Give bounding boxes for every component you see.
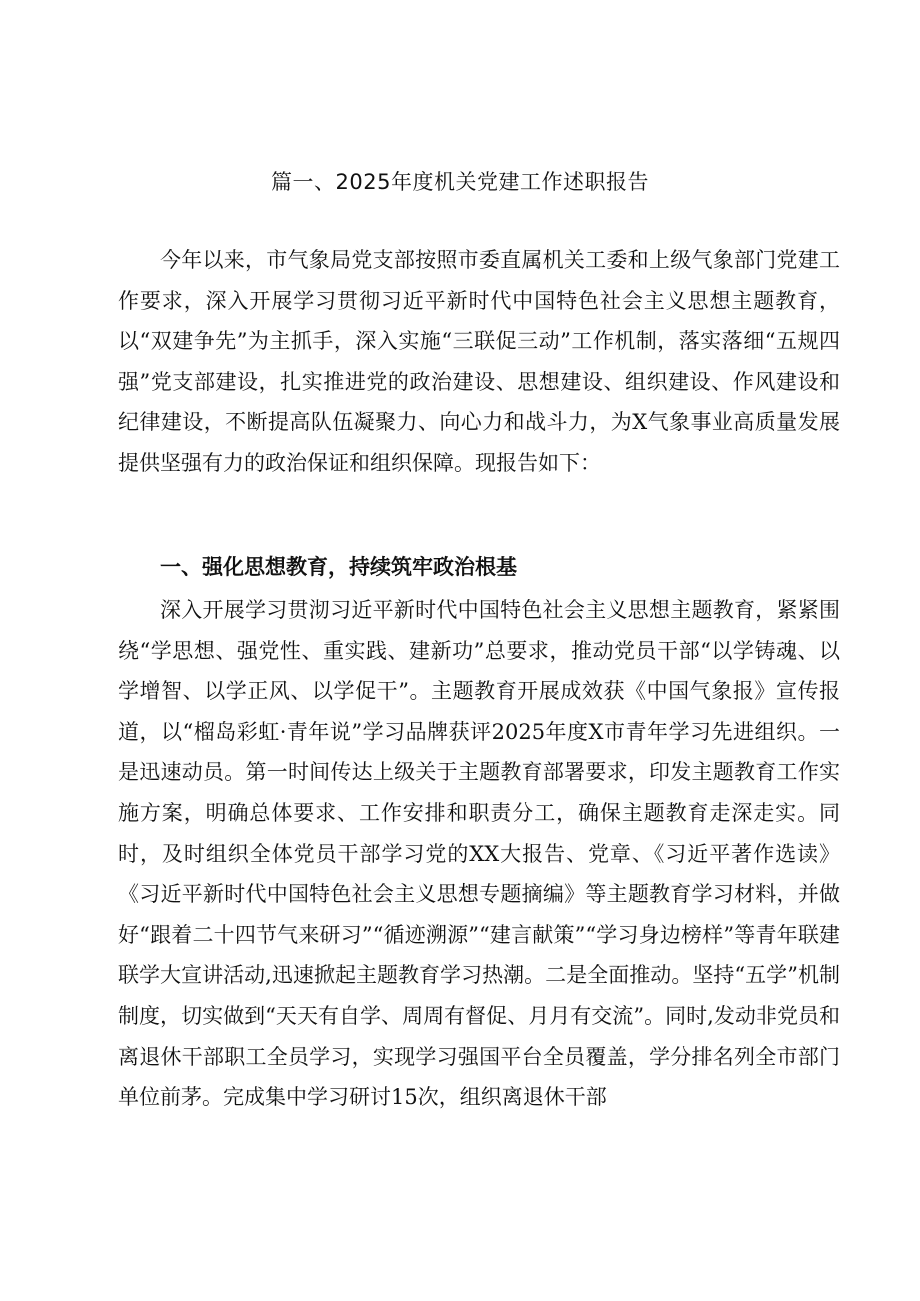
- document-title: 篇一、2025年度机关党建工作述职报告: [271, 170, 649, 195]
- intro-paragraph: 今年以来，市气象局党支部按照市委直属机关工委和上级气象部门党建工作要求，深入开展学习贯彻习近平新时代中国特色社会主义思想主题教育，以“双建争先”为主抓手，深入实施“三联促三动”工作机制，落实落细“五规四强”党支部建设，扎实推进党的政治建设、思想建设、组织建设、作风建设和纪律建设，不断提高队伍凝聚力、向心力和战斗力，为X气象事业高质量发展提供坚强有力的政治保证和组织保障。现报告如下：: [118, 248, 840, 475]
- section-paragraph: 深入开展学习贯沏习近平新时代中国特色社会主义思想主题教育，紧紧围绕“学思想、强党性、重实践、建新功”总要求，推动党员干部“以学铸魂、以学增智、以学正风、以学促干”。主题教育开展成效获《中国气象报》宣传报道，以“榴岛彩虹·青年说”学习品牌获评2025年度X市青年学习先进组织。一是迅速动员。第一时间传达上级关于主题教育部署要求，印发主题教育工作实施方案，明确总体要求、工作安排和职责分工，确保主题教育走深走实。同时，及时组织全体党员干部学习党的XX大报告、党章、《习近平著作选读》《习近平新时代中国特色社会主义思想专题摘编》等主题教育学习材料，并做好“跟着二十四节气来研习”“循迹溯源”“建言献策”“学习身边榜样”等青年联建联学大宣讲活动,迅速掀起主题教育学习热潮。二是全面推动。坚持“五学”机制制度，切实做到“天天有自学、周周有督促、月月有交流”。同时,发动非党员和离退休干部职工全员学习，实现学习强国平台全员覆盖，学分排名列全市部门单位前茅。完成集中学习研讨15次，组织离退休干部: [118, 598, 840, 1110]
- section-heading: 一、强化思想教育，持续筑牢政治根基: [160, 555, 517, 579]
